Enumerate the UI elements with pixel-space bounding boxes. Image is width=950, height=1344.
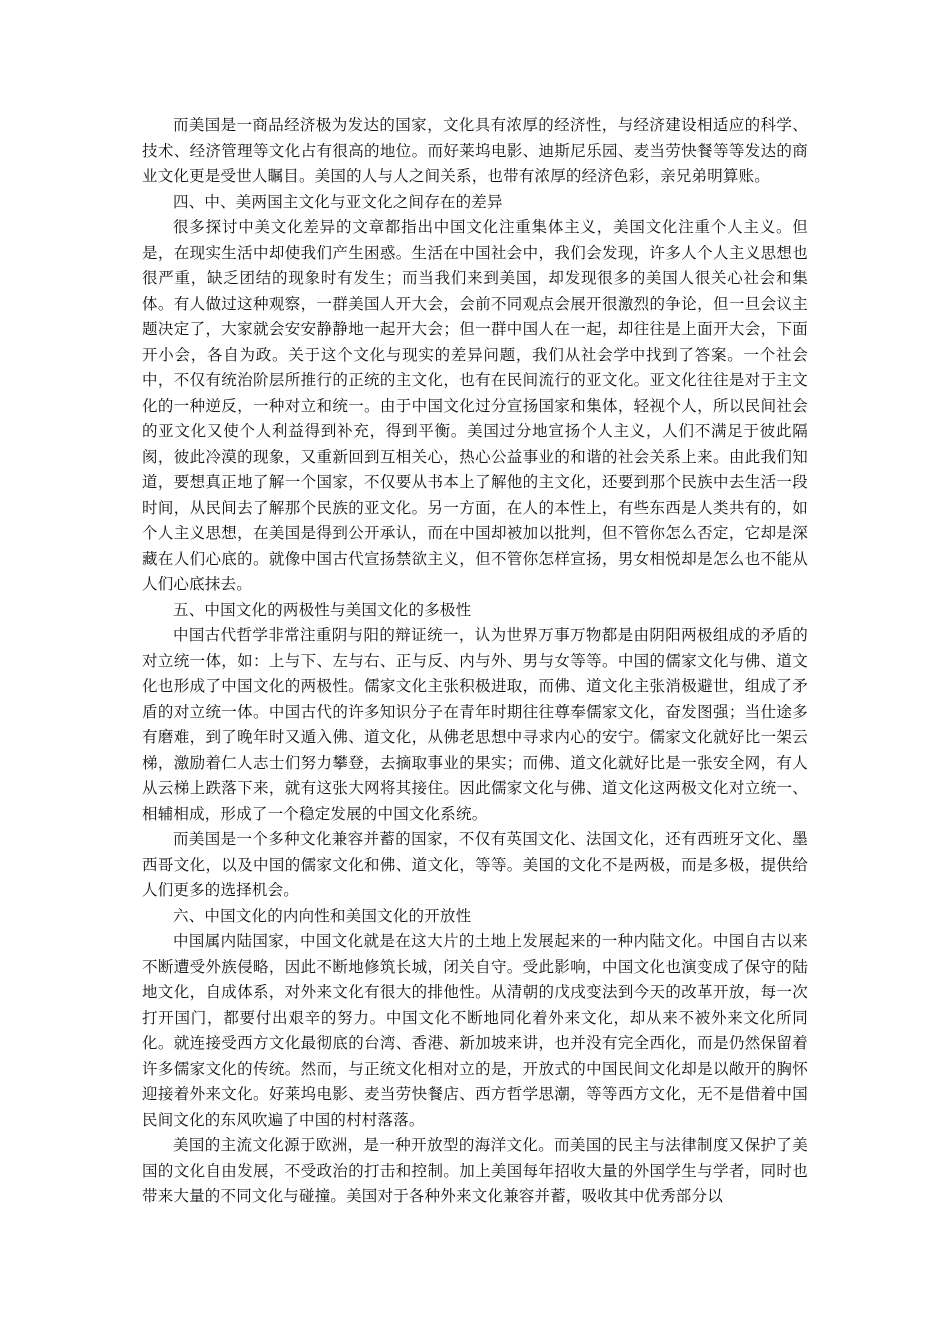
paragraph-american-multipolar: 而美国是一个多种文化兼容并蓄的国家，不仅有英国文化、法国文化，还有西班牙文化、墨西哥文化，以及中国的儒家文化和佛、道文化，等等。美国的文化不是两极，而是多极，提供给人们更多的选择机会。: [142, 830, 808, 899]
paragraph-american-open: 美国的主流文化源于欧洲，是一种开放型的海洋文化。而美国的民主与法律制度又保护了美国的文化自由发展，不受政治的打击和控制。加上美国每年招收大量的外国学生与学者，同时也带来大量的不同文化与碰撞。美国对于各种外来文化兼容并蓄，吸收其中优秀部分以: [142, 1136, 808, 1205]
document-page: [142, 113, 808, 1210]
paragraph-american-commerce: 而美国是一商品经济极为发达的国家，文化具有浓厚的经济性，与经济建设相适应的科学、技术、经济管理等文化占有很高的地位。而好莱坞电影、迪斯尼乐园、麦当劳快餐等等发达的商业文化更是受世人瞩目。美国的人与人之间关系，也带有浓厚的经济色彩，亲兄弟明算账。: [142, 116, 808, 185]
section-heading-6: 六、中国文化的内向性和美国文化的开放性: [173, 906, 472, 925]
paragraph-yin-yang: 中国古代哲学非常注重阴与阳的辩证统一，认为世界万事万物都是由阴阳两极组成的矛盾的对立统一体，如：上与下、左与右、正与反、内与外、男与女等等。中国的儒家文化与佛、道文化也形成了中国文化的两极性。儒家文化主张积极进取，而佛、道文化主张消极避世，组成了矛盾的对立统一体。中国古代的许多知识分子在青年时期往往尊奉儒家文化，奋发图强；当仕途多有磨难，到了晚年时又遁入佛、道文化，从佛老思想中寻求内心的安宁。儒家文化就好比一架云梯，激励着仁人志士们努力攀登，去摘取事业的果实；而佛、道文化就好比是一张安全网，有人从云梯上跌落下来，就有这张大网将其接住。因此儒家文化与佛、道文化这两极文化对立统一、相辅相成，形成了一个稳定发展的中国文化系统。: [142, 626, 808, 823]
paragraph-china-inward: 中国属内陆国家，中国文化就是在这大片的土地上发展起来的一种内陆文化。中国自古以来不断遭受外族侵略，因此不断地修筑长城，闭关自守。受此影响，中国文化也演变成了保守的陆地文化，自成体系，对外来文化有很大的排他性。从清朝的戊戌变法到今天的改革开放，每一次打开国门，都要付出艰辛的努力。中国文化不断地同化着外来文化，却从来不被外来文化所同化。就连接受西方文化最彻底的台湾、香港、新加坡来讲，也并没有完全西化，而是仍然保留着许多儒家文化的传统。然而，与正统文化相对立的是，开放式的中国民间文化却是以敞开的胸怀迎接着外来文化。好莱坞电影、麦当劳快餐店、西方哲学思潮，等等西方文化，无不是借着中国民间文化的东风吹遍了中国的村村落落。: [142, 932, 808, 1129]
paragraph-main-sub-culture: 很多探讨中美文化差异的文章都指出中国文化注重集体主义，美国文化注重个人主义。但是，在现实生活中却使我们产生困惑。生活在中国社会中，我们会发现，许多人个人主义思想也很严重，缺乏团结的现象时有发生；而当我们来到美国，却发现很多的美国人很关心社会和集体。有人做过这种观察，一群美国人开大会，会前不同观点会展开很激烈的争论，但一旦会议主题决定了，大家就会安安静静地一起开大会；但一群中国人在一起，却往往是上面开大会，下面开小会，各自为政。关于这个文化与现实的差异问题，我们从社会学中找到了答案。一个社会中，不仅有统治阶层所推行的正统的主文化，也有在民间流行的亚文化。亚文化往往是对于主文化的一种逆反，一种对立和统一。由于中国文化过分宣扬国家和集体，轻视个人，所以民间社会的亚文化又使个人利益得到补充，得到平衡。美国过分地宣扬个人主义，人们不满足于彼此隔阂，彼此冷漠的现象，又重新回到互相关心，热心公益事业的和谐的社会关系上来。由此我们知道，要想真正地了解一个国家，不仅要从书本上了解他的主文化，还要到那个民族中去生活一段时间，从民间去了解那个民族的亚文化。另一方面，在人的本性上，有些东西是人类共有的，如个人主义思想，在美国是得到公开承认，而在中国却被加以批判，但不管你怎么否定，它却是深藏在人们心底的。就像中国古代宣扬禁欲主义，但不管你怎样宣扬，男女相悦却是怎么也不能从人们心底抹去。: [142, 218, 808, 593]
section-heading-4: 四、中、美两国主文化与亚文化之间存在的差异: [173, 192, 503, 211]
section-heading-5: 五、中国文化的两极性与美国文化的多极性: [173, 600, 472, 619]
